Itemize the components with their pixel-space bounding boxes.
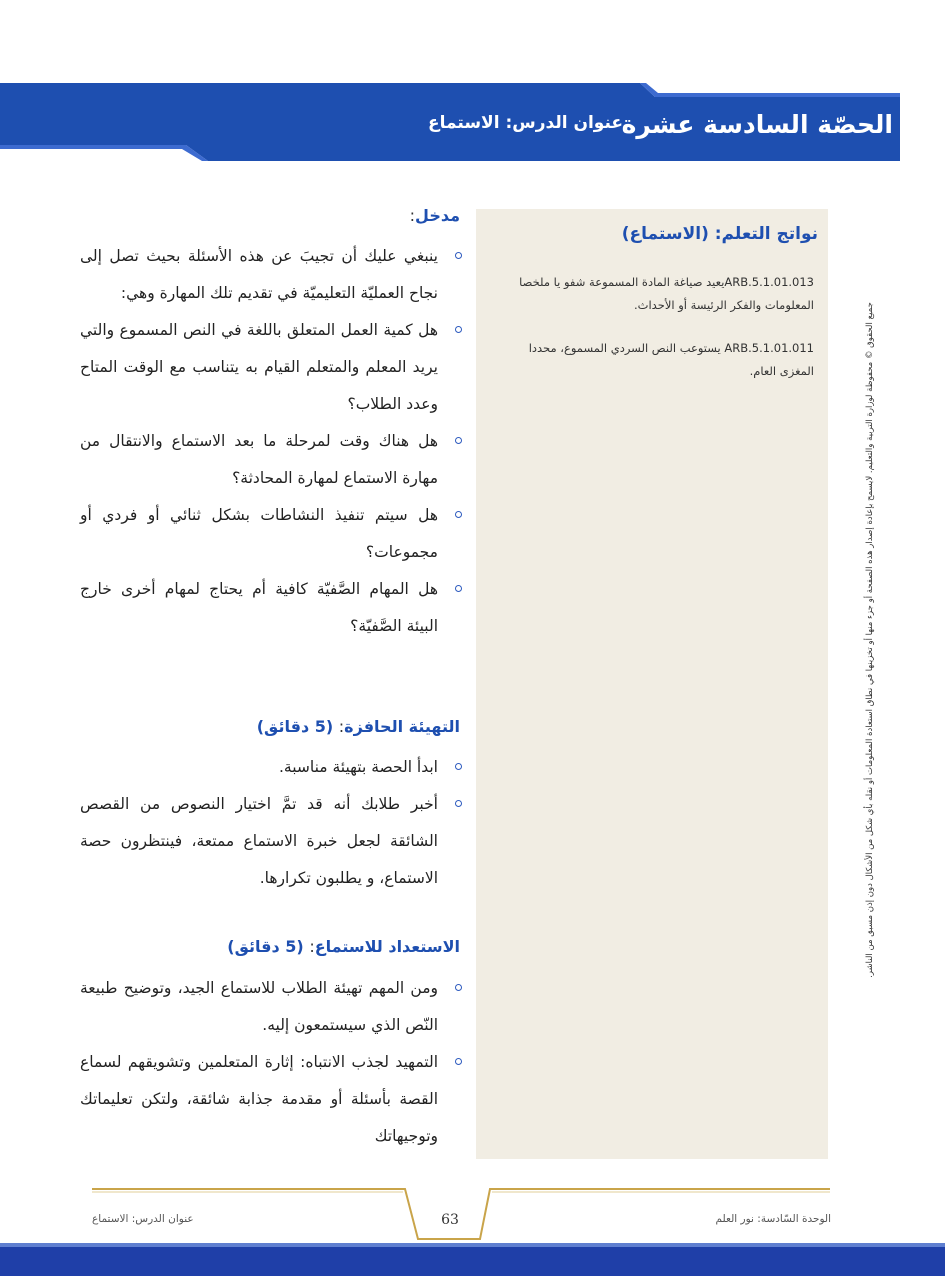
bullet-icon (455, 437, 462, 444)
bottom-band (0, 1243, 945, 1276)
bottom-stripe (0, 1243, 945, 1247)
intro-list (80, 238, 466, 645)
copyright-notice (842, 280, 897, 1000)
prep-colon: : (309, 937, 315, 956)
prep-heading (227, 937, 460, 956)
footer-unit: الوحدة السّادسة: نور العلم (715, 1213, 831, 1225)
list-item (80, 749, 466, 786)
bullet-icon (455, 984, 462, 991)
bullet-icon (455, 585, 462, 592)
bullet-icon (455, 1058, 462, 1065)
list-item-text: التمهيد لجذب الانتباه: إثارة المتعلمين وتشويقهم لسماع القصة بأسئلة أو مقدمة جذابة شائقة، ولتكن تعليماتك وتوجيهاتك (80, 1053, 438, 1145)
list-item-text: هل كمية العمل المتعلق باللغة في النص المسموع والتي يريد المعلم والمتعلم القيام به يتناسب مع الوقت المتاح وعدد الطلاب؟ (80, 321, 438, 413)
outcomes-title: نواتج التعلم: (الاستماع) (621, 224, 818, 244)
bullet-icon (455, 511, 462, 518)
warmup-colon: : (338, 717, 345, 736)
bullet-icon (455, 763, 462, 770)
intro-colon: : (409, 206, 416, 225)
list-item-text: ابدأ الحصة بتهيئة مناسبة. (278, 758, 438, 776)
warmup-duration: (5 دقائق) (256, 717, 334, 736)
prep-list (80, 970, 466, 1155)
prep-title: الاستعداد للاستماع (314, 937, 460, 956)
outcome-item: ARB.5.1.01.011 يستوعب النص السردي المسموع، محددا المغزى العام. (528, 341, 814, 378)
list-item (80, 497, 466, 571)
list-item (80, 238, 466, 312)
list-item-text: أخبر طلابك أنه قد تمَّ اختيار النصوص من القصص الشائقة لجعل خبرة الاستماع ممتعة، فينتظرون حصة الاستماع، و يطلبون تكرارها. (80, 795, 438, 887)
learning-outcomes-panel (476, 209, 828, 1159)
session-title: الحصّة السادسة عشرة (621, 110, 893, 139)
lesson-label: عنوان الدرس: الاستماع (428, 113, 623, 133)
warmup-heading (257, 717, 460, 736)
warmup-title: التهيئة الحافزة (344, 717, 460, 736)
bullet-icon (455, 326, 462, 333)
list-item (80, 970, 466, 1044)
bullet-icon (455, 800, 462, 807)
bullet-icon (455, 252, 462, 259)
list-item (80, 1044, 466, 1155)
list-item-text: ينبغي عليك أن تجيبَ عن هذه الأسئلة بحيث تصل إلى نجاح العمليّة التعليميّة في تقديم تلك المهارة وهي: (80, 247, 438, 302)
footer-lesson: عنوان الدرس: الاستماع (92, 1213, 194, 1225)
prep-duration: (5 دقائق) (227, 937, 304, 956)
list-item-text: هل سيتم تنفيذ النشاطات بشكل ثنائي أو فردي أو مجموعات؟ (80, 506, 438, 561)
page-number: 63 (441, 1212, 459, 1228)
warmup-list (80, 749, 466, 897)
list-item (80, 423, 466, 497)
list-item (80, 312, 466, 423)
copyright-text: جميع الحقوق © محفوظة لوزارة التربية والتعليم. لايسمح بإعادة إصدار هذه الصفحة أو جزء منها أو تخزينها في نطاق استعادة المعلومات أو نقله بأي شكل من الأشكال دون إذن مسبق من الناشر. (864, 302, 875, 978)
list-item-text: ومن المهم تهيئة الطلاب للاستماع الجيد، وتوضيح طبيعة النّص الذي سيستمعون إليه. (80, 979, 438, 1034)
intro-heading (410, 206, 460, 225)
list-item-text: هل هناك وقت لمرحلة ما بعد الاستماع والانتقال من مهارة الاستماع لمهارة المحادثة؟ (80, 432, 438, 487)
intro-title: مدخل (415, 206, 460, 225)
list-item (80, 786, 466, 897)
outcome-item: ARB.5.1.01.013يعيد صياغة المادة المسموعة شفو يا ملخصا المعلومات والفكر الرئيسة أو الأحداث. (519, 275, 814, 312)
list-item (80, 571, 466, 645)
list-item-text: هل المهام الصَّفيّة كافية أم يحتاج لمهام أخرى خارج البيئة الصَّفيّة؟ (80, 580, 438, 635)
